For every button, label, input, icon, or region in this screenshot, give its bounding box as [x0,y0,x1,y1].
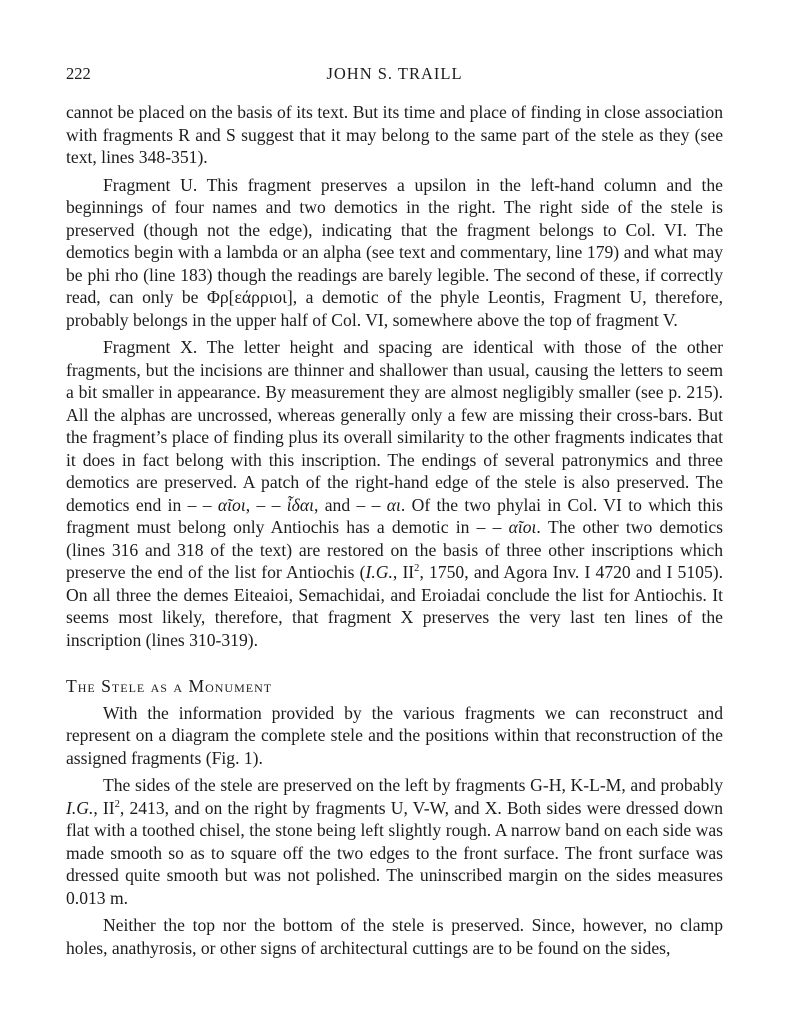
text-run: . The other two demotics (lines 316 and 318 of the text) are restored on the basis of three other inscriptions which preserve the end of the list for Antiochis ( [66,517,723,582]
text-run: , II [93,797,115,818]
superscript-text: 2 [414,563,420,575]
text-run: With the information provided by the various fragments we can reconstruct and represent on a diagram the complete stele and the positions within that reconstruction of the assigned fragments (Fig. 1). [66,702,723,768]
text-run: Fragment X. The letter height and spacing are identical with those of the other fragments, but the incisions are thinner and shallower than usual, causing the letters to seem a bit smaller in appearance. By measurement they are almost negligibly smaller (see p. 215). All the alphas are uncrossed, whereas generally only a few are missing their cross-bars. But the fragment’s place of finding plus its overall similarity to the other fragments indicates that it does in fact belong with this inscription. The endings of several patronymics and three demotics are preserved. A patch of the right-hand edge of the stele is also preserved. The demotics end in – – [66,337,723,515]
text-run: . Of the two phylai in Col. VI to which this fragment must belong only Antiochis has a demotic in – – [66,494,723,537]
page-number: 222 [66,64,91,83]
section-heading [66,675,723,698]
running-head: JOHN S. TRAILL [326,64,463,83]
paragraph-sides [66,774,723,909]
text-run: The sides of the stele are preserved on the left by fragments G-H, K-L-M, and probably [103,775,723,795]
text-run: Fragment U. This fragment preserves a upsilon in the left-hand column and the beginnings of four names and two demotics in the right. The right side of the stele is preserved (though not the edge), indicating that the fragment belongs to Col. VI. The demotics begin with a lambda or an alpha (see text and commentary, line 179) and what may be phi rho (line 183) though the readings are barely legible. The second of these, if correctly read, can only be Φρ[εάρριοι], a demotic of the phyle Leontis, Fragment U, therefore, probably belongs in the upper half of Col. VI, somewhere above the top of fragment V. [66,174,723,330]
text-run: , II [392,562,415,582]
italic-text: I.G. [66,797,94,818]
text-run: Neither the top nor the bottom of the stele is preserved. Since, however, no clamp holes, anathyrosis, or other signs of architectural cuttings are to be found on the sides, [66,915,723,958]
italic-text: αι [386,494,401,515]
italic-text: αῖοι [508,517,537,537]
paragraph-top-bottom [66,914,723,959]
paragraph-reconstruction [66,702,723,770]
page-header [66,64,723,88]
text-run: , 2413, and on the right by fragments U, V-W, and X. Both sides were dressed down flat with a toothed chisel, the stone being left slightly rough. A narrow band on each side was made smooth so as to square off the two edges to the front surface. The front surface was dressed quite smooth but was not polished. The uninscribed margin on the sides measures 0.013 m. [66,797,723,908]
text-run: , – – [245,494,287,515]
paragraph-continued [66,101,723,169]
italic-text: I.G. [365,562,393,582]
superscript-text: 2 [114,798,120,810]
text-run: , 1750, and Agora Inv. I 4720 and I 5105). On all three the demes Eiteaioi, Semachidai, and Eroiadai conclude the list for Antiochis. It seems most likely, therefore, that fragment X preserves the very last ten lines of the inscription (lines 310-319). [66,562,724,650]
italic-text: ἶδαι [286,494,314,515]
body-text [66,101,723,959]
text-run: The Stele as a Monument [66,676,273,696]
text-run: , and – – [313,494,387,515]
italic-text: αῖοι [217,494,246,515]
paragraph-fragment-u [66,174,723,332]
paragraph-fragment-x [66,336,723,651]
text-run: cannot be placed on the basis of its text. But its time and place of finding in close association with fragments R and S suggest that it may belong to the same part of the stele as they (see text, lines 348-351). [66,102,723,167]
